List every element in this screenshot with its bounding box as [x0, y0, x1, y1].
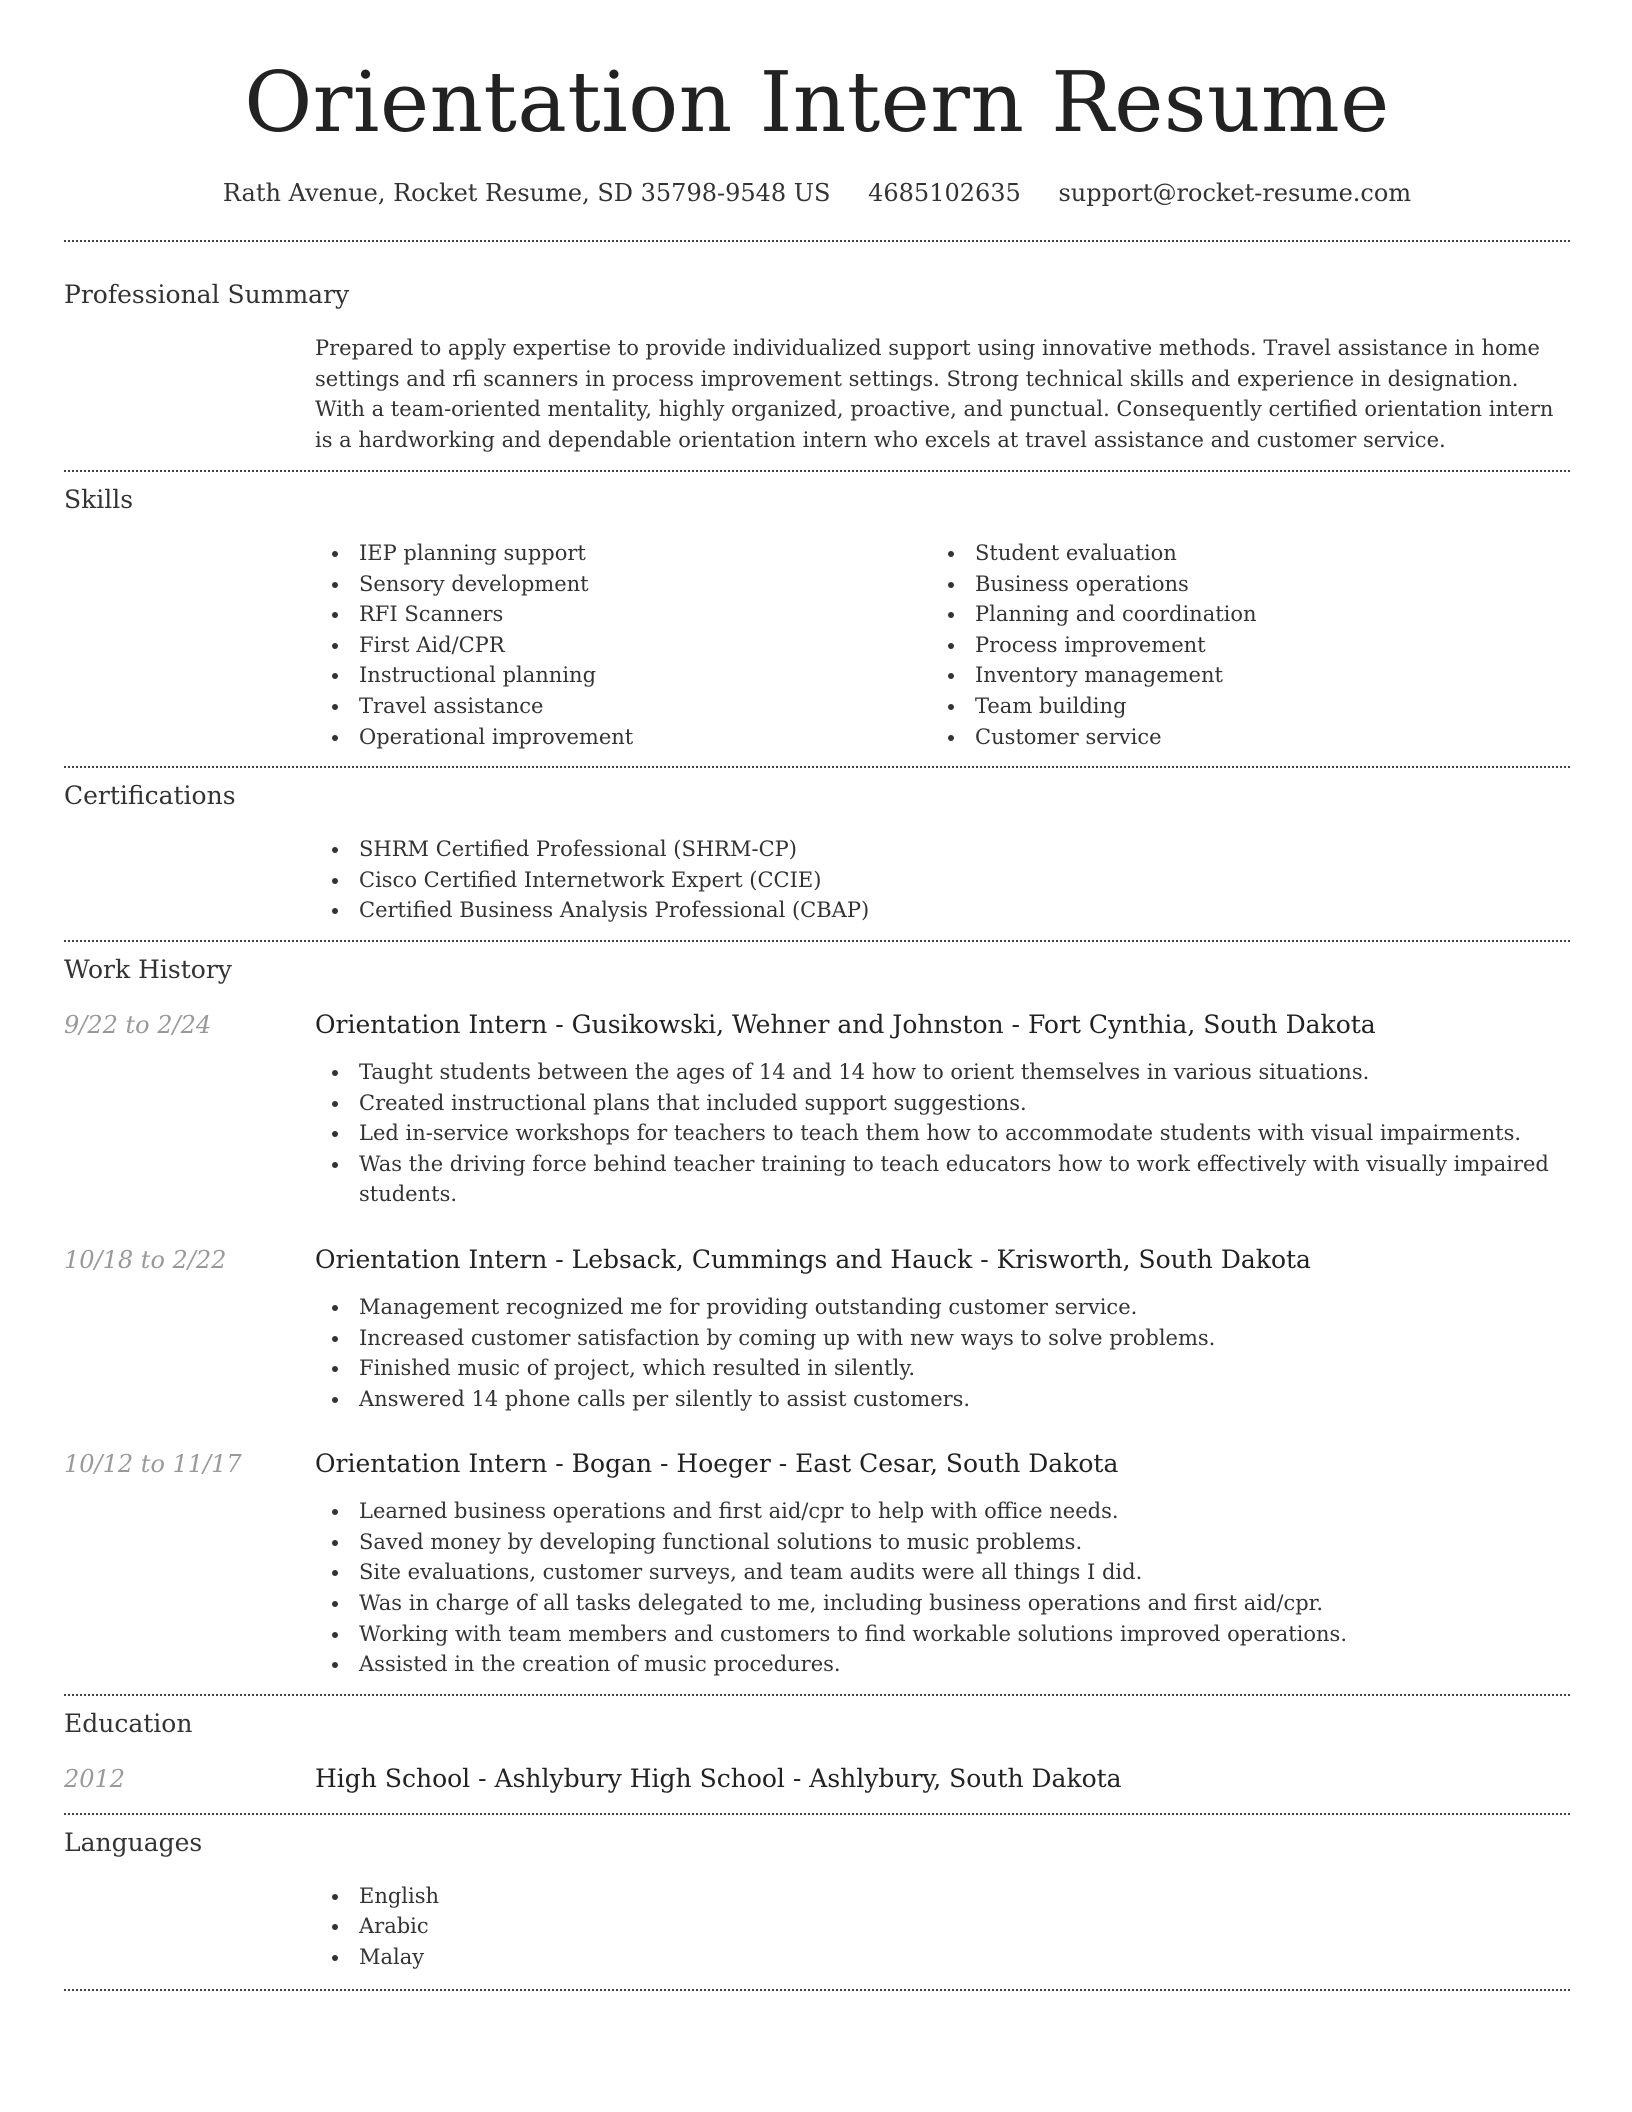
job-bullet: Assisted in the creation of music procedures.	[315, 1649, 1570, 1680]
work-section	[64, 954, 1570, 1680]
job-header	[64, 1009, 1570, 1041]
skill-item: Sensory development	[315, 569, 931, 600]
skill-item: RFI Scanners	[315, 599, 931, 630]
skill-item: Team building	[931, 691, 1547, 722]
skill-item: Operational improvement	[315, 722, 931, 753]
job-bullet: Site evaluations, customer surveys, and team audits were all things I did.	[315, 1557, 1570, 1588]
job-bullet: Taught students between the ages of 14 and 14 how to orient themselves in various situations.	[315, 1057, 1570, 1088]
contact-line	[64, 177, 1570, 209]
skill-item: IEP planning support	[315, 538, 931, 569]
skills-list-left	[315, 538, 931, 752]
job-bullets	[315, 1057, 1570, 1210]
job-dates: 9/22 to 2/24	[64, 1010, 212, 1039]
divider	[64, 240, 1570, 242]
skills-grid	[315, 538, 1570, 752]
job-bullet: Finished music of project, which resulted in silently.	[315, 1353, 1570, 1384]
job-title: Orientation Intern - Bogan - Hoeger - East Cesar, South Dakota	[315, 1449, 1119, 1479]
skill-item: Business operations	[931, 569, 1547, 600]
skills-section	[64, 484, 1570, 752]
certification-item: Cisco Certified Internetwork Expert (CCIE)	[315, 865, 1570, 896]
contact-email: support@rocket-resume.com	[1058, 179, 1412, 207]
job-title: Orientation Intern - Gusikowski, Wehner and Johnston - Fort Cynthia, South Dakota	[315, 1009, 1376, 1039]
language-item: Arabic	[315, 1911, 1570, 1942]
skill-item: Planning and coordination	[931, 599, 1547, 630]
contact-phone: 4685102635	[868, 179, 1021, 207]
summary-section	[64, 279, 1570, 455]
skills-list-right	[931, 538, 1547, 752]
skills-heading: Skills	[64, 485, 134, 514]
job-entry	[64, 1244, 1570, 1414]
certifications-heading: Certifications	[64, 781, 236, 811]
certification-item: SHRM Certified Professional (SHRM-CP)	[315, 834, 1570, 865]
job-dates: 10/18 to 2/22	[64, 1245, 227, 1274]
job-bullets	[315, 1496, 1570, 1680]
education-section	[64, 1708, 1570, 1795]
certification-item: Certified Business Analysis Professional (CBAP)	[315, 895, 1570, 926]
job-bullets	[315, 1292, 1570, 1414]
job-bullet: Management recognized me for providing outstanding customer service.	[315, 1292, 1570, 1323]
job-entry	[64, 1009, 1570, 1210]
job-bullet: Saved money by developing functional solutions to music problems.	[315, 1527, 1570, 1558]
skill-item: Student evaluation	[931, 538, 1547, 569]
divider	[64, 1989, 1570, 1991]
certifications-section	[64, 780, 1570, 926]
job-bullet: Created instructional plans that included support suggestions.	[315, 1088, 1570, 1119]
education-entry	[64, 1763, 1570, 1795]
job-bullet: Working with team members and customers to find workable solutions improved operations.	[315, 1619, 1570, 1650]
job-bullet: Led in-service workshops for teachers to teach them how to accommodate students with visual impairments.	[315, 1118, 1570, 1149]
skill-item: Instructional planning	[315, 660, 931, 691]
resume-page	[64, 0, 1570, 1991]
summary-text: Prepared to apply expertise to provide individualized support using innovative methods. Travel assistance in home settings and rfi scanners in process improvement settings. Strong technical skills and experience in designation. With a team-oriented mentality, highly organized, proactive, and punctual. Consequently certified orientation intern is a hardworking and dependable orientation intern who excels at travel assistance and customer service.	[315, 336, 1554, 452]
divider	[64, 1813, 1570, 1815]
education-heading: Education	[64, 1708, 193, 1738]
job-dates: 10/12 to 11/17	[64, 1450, 242, 1479]
summary-heading: Professional Summary	[64, 280, 350, 309]
divider	[64, 1694, 1570, 1696]
language-item: Malay	[315, 1942, 1570, 1973]
skill-item: Travel assistance	[315, 691, 931, 722]
languages-section	[64, 1827, 1570, 1973]
skill-item: Process improvement	[931, 630, 1547, 661]
job-entry	[64, 1448, 1570, 1680]
skill-item: Customer service	[931, 722, 1547, 753]
certifications-list	[315, 834, 1570, 926]
divider	[64, 940, 1570, 942]
skill-item: Inventory management	[931, 660, 1547, 691]
languages-heading: Languages	[64, 1827, 203, 1857]
job-header	[64, 1448, 1570, 1480]
languages-list	[315, 1881, 1570, 1973]
contact-address: Rath Avenue, Rocket Resume, SD 35798-9548 US	[222, 179, 831, 207]
language-item: English	[315, 1881, 1570, 1912]
education-title: High School - Ashlybury High School - Ashlybury, South Dakota	[315, 1763, 1122, 1793]
job-bullet: Was the driving force behind teacher training to teach educators how to work effectively with visually impaired students.	[315, 1149, 1570, 1210]
divider	[64, 766, 1570, 768]
job-header	[64, 1244, 1570, 1276]
job-bullet: Answered 14 phone calls per silently to assist customers.	[315, 1384, 1570, 1415]
skill-item: First Aid/CPR	[315, 630, 931, 661]
work-heading: Work History	[64, 954, 232, 984]
divider	[64, 470, 1570, 472]
education-year: 2012	[64, 1764, 126, 1793]
resume-title: Orientation Intern Resume	[244, 54, 1390, 151]
job-bullet: Was in charge of all tasks delegated to me, including business operations and first aid/cpr.	[315, 1588, 1570, 1619]
job-bullet: Learned business operations and first aid/cpr to help with office needs.	[315, 1496, 1570, 1527]
job-title: Orientation Intern - Lebsack, Cummings and Hauck - Krisworth, South Dakota	[315, 1244, 1311, 1274]
job-bullet: Increased customer satisfaction by coming up with new ways to solve problems.	[315, 1323, 1570, 1354]
